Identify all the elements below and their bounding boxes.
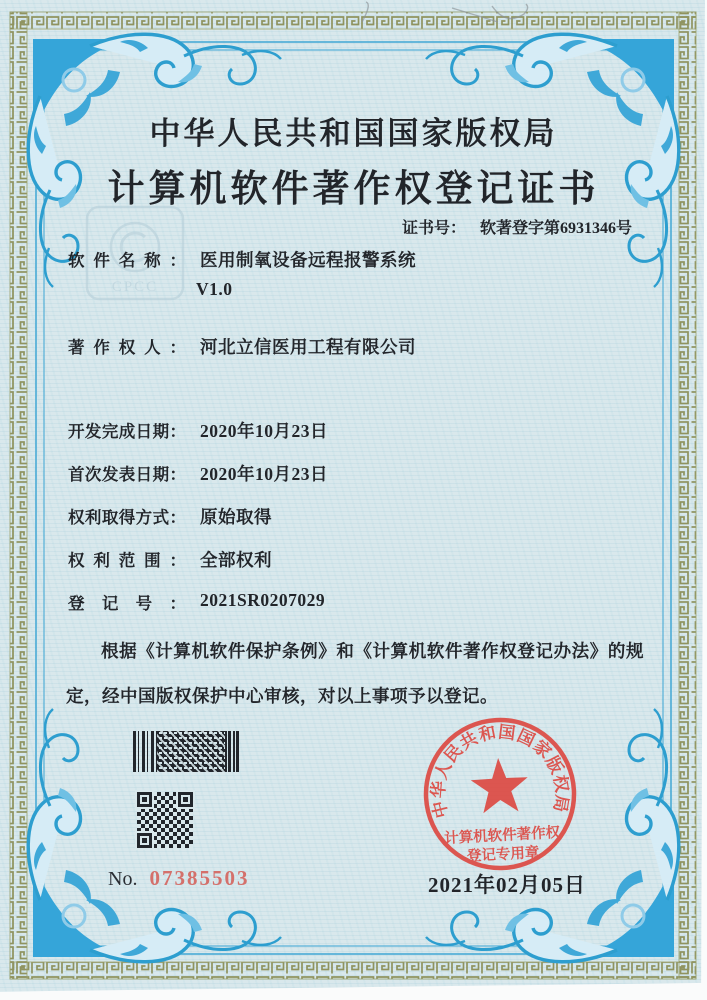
- certificate-title: 计算机软件著作权登记证书: [107, 169, 600, 210]
- field-row-first-publish-date: [68, 461, 328, 486]
- field-row-copyright-owner: [68, 334, 416, 359]
- certificate-number-value: 软著登字第6931346号: [480, 220, 633, 237]
- seal-ring-text: 中华人民共和国国家版权局: [428, 722, 572, 820]
- field-label: 著作权人：: [68, 338, 186, 357]
- field-row-software-name: [68, 247, 416, 272]
- field-label: 权利取得方式：: [68, 508, 186, 527]
- field-label: 首次发表日期：: [68, 465, 186, 484]
- barcode: [133, 731, 241, 772]
- certificate-number-line: [402, 215, 632, 238]
- barcode-left-guard: [133, 731, 157, 772]
- field-label: 软件名称：: [68, 251, 186, 270]
- field-label: 开发完成日期：: [68, 422, 186, 441]
- field-label: 权利范围：: [68, 551, 186, 570]
- qr-finder-bottom-left: [137, 833, 152, 848]
- barcode-right-guard: [225, 731, 241, 772]
- certificate-number-label: 证书号：: [402, 220, 467, 237]
- barcode-data-region: [157, 731, 225, 772]
- issue-date: 2021年02月05日: [428, 873, 586, 897]
- official-seal: [408, 702, 592, 886]
- field-value: 原始取得: [200, 507, 272, 527]
- field-value: 医用制氧设备远程报警系统: [200, 250, 416, 270]
- field-value: 河北立信医用工程有限公司: [200, 337, 416, 357]
- issuer-title: 中华人民共和国国家版权局: [149, 116, 558, 151]
- field-value: 2020年10月23日: [200, 421, 328, 441]
- software-version: V1.0: [196, 279, 233, 299]
- field-row-dev-complete-date: [68, 418, 328, 443]
- qr-finder-top-left: [137, 792, 152, 807]
- field-value: 2021SR0207029: [200, 590, 326, 610]
- serial-number: 07385503: [149, 866, 250, 890]
- field-label: 登记号：: [68, 594, 186, 613]
- watermark-text: CPCC: [111, 279, 159, 295]
- field-value: 全部权利: [200, 550, 272, 570]
- qr-code: [137, 792, 193, 848]
- field-row-rights-scope: [68, 547, 272, 572]
- serial-prefix: No.: [108, 868, 138, 890]
- seal-line1: 计算机软件著作权: [443, 824, 561, 847]
- qr-finder-top-right: [178, 792, 193, 807]
- serial-number-line: [108, 866, 249, 891]
- field-row-rights-acquisition: [68, 504, 272, 529]
- field-value: 2020年10月23日: [200, 464, 328, 484]
- pencil-marks: [0, 0, 707, 40]
- field-row-registration-number: [68, 590, 325, 614]
- seal-star: [470, 757, 530, 814]
- seal-line2: 登记专用章: [466, 845, 540, 865]
- registration-statement: 根据《计算机软件保护条例》和《计算机软件著作权登记办法》的规定，经中国版权保护中心审核，对以上事项予以登记。: [66, 641, 644, 706]
